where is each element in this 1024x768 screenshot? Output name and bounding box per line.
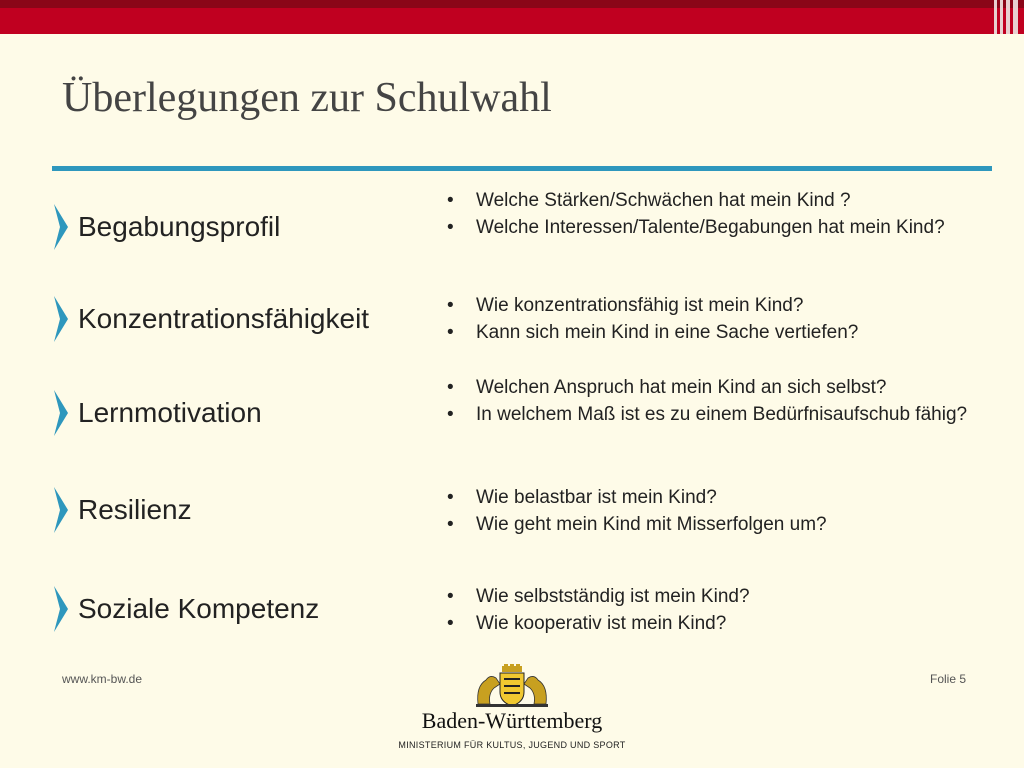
bullet-item: • Wie geht mein Kind mit Misserfolgen um? <box>443 511 983 538</box>
slide-title: Überlegungen zur Schulwahl <box>62 75 552 121</box>
chevron-right-icon <box>52 487 70 533</box>
bullet-item: • Welche Stärken/Schwächen hat mein Kind ? <box>443 187 983 214</box>
bullet-list <box>443 292 983 346</box>
chevron-right-icon <box>52 204 70 250</box>
top-bar-dark-band <box>0 0 1024 8</box>
bullet-item: • Wie kooperativ ist mein Kind? <box>443 610 983 637</box>
bullet-item: • Wie belastbar ist mein Kind? <box>443 484 983 511</box>
topic-label: Resilienz <box>78 494 192 525</box>
topic-row <box>52 485 192 535</box>
topic-label: Konzentrationsfähigkeit <box>78 303 370 334</box>
chevron-right-icon <box>52 586 70 632</box>
chevron-right-icon <box>52 296 70 342</box>
baden-wuerttemberg-coat-of-arms-icon <box>472 664 552 708</box>
bullet-item: • In welchem Maß ist es zu einem Bedürfnisaufschub fähig? <box>443 401 983 428</box>
topic-row <box>52 294 369 344</box>
bullet-list <box>443 583 983 637</box>
bullet-item: • Kann sich mein Kind in eine Sache vertiefen? <box>443 319 983 346</box>
topic-row <box>52 202 280 252</box>
bullet-item: • Wie konzentrationsfähig ist mein Kind? <box>443 292 983 319</box>
ministry-name: MINISTERIUM FÜR KULTUS, JUGEND UND SPORT <box>398 740 626 750</box>
slide-number: Folie 5 <box>930 672 967 686</box>
topic-label: Lernmotivation <box>78 397 262 428</box>
top-bar-stripe <box>1006 0 1010 34</box>
bullet-list <box>443 484 983 538</box>
topic-row <box>52 388 262 438</box>
bullet-item: • Welchen Anspruch hat mein Kind an sich selbst? <box>443 374 983 401</box>
bullet-item: • Welche Interessen/Talente/Begabungen hat mein Kind? <box>443 214 983 241</box>
bullet-list <box>443 187 983 241</box>
bullet-item: • Wie selbstständig ist mein Kind? <box>443 583 983 610</box>
top-bar-stripe <box>1013 0 1018 34</box>
top-bar-stripe <box>1000 0 1003 34</box>
chevron-right-icon <box>52 390 70 436</box>
top-bar <box>0 0 1024 34</box>
footer-url: www.km-bw.de <box>62 672 143 686</box>
bullet-list <box>443 374 983 428</box>
topic-row <box>52 584 319 634</box>
topic-label: Begabungsprofil <box>78 211 281 242</box>
top-bar-stripe <box>994 0 997 34</box>
title-divider <box>52 166 992 171</box>
state-name: Baden-Württemberg <box>421 708 603 733</box>
topic-label: Soziale Kompetenz <box>78 593 320 624</box>
